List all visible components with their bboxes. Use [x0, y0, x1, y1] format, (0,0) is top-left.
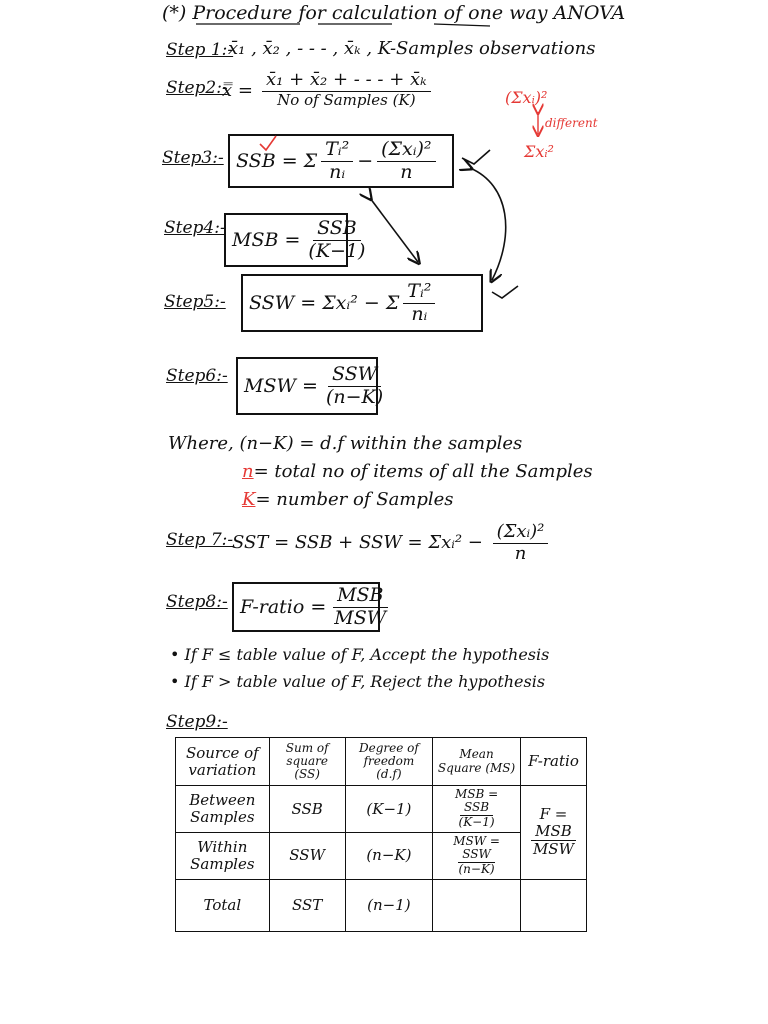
- step3-t-num: Tᵢ²: [321, 139, 353, 162]
- step8-label: Step8:-: [166, 592, 228, 612]
- where-k-key: K: [242, 489, 256, 510]
- step7-label: Step 7:-: [166, 530, 234, 550]
- check-step5: [492, 286, 518, 298]
- row-within-ms-num: SSW: [458, 848, 495, 863]
- row-between-ms-lhs: MSB =: [454, 787, 499, 801]
- step6-den: (n−K): [325, 385, 384, 408]
- row-between-df: (K−1): [345, 786, 433, 833]
- where-n-key: n: [242, 461, 254, 482]
- step2-lhs: x̿ =: [222, 80, 253, 101]
- where-line2-text: = total no of items of all the Samples: [253, 461, 593, 482]
- step6-lhs: MSW =: [244, 375, 318, 397]
- step3-lhs: SSB = Σ: [236, 150, 318, 172]
- header-ms: Mean Square (MS): [433, 738, 521, 786]
- step5-label: Step5:-: [164, 292, 226, 312]
- rule-accept: • If F ≤ table value of F, Accept the hypothesis: [170, 645, 550, 664]
- f-ratio-den: MSW: [532, 840, 574, 859]
- step4-label: Step4:-: [164, 218, 226, 238]
- step3-s-den: n: [400, 160, 413, 183]
- title-underline-one-way: [434, 24, 490, 26]
- row-within-ms-lhs: MSW =: [453, 833, 500, 848]
- row-between-ms-num: SSB: [460, 801, 493, 816]
- step3-s-num: (Σxᵢ)²: [377, 139, 435, 162]
- step1-text: x̄₁ , x̄₂ , - - - , x̄ₖ , K-Samples observations: [228, 38, 596, 59]
- step2-numerator: x̄₁ + x̄₂ + - - - + x̄ₖ: [262, 70, 431, 92]
- arrow-step3-to-step5: [370, 198, 418, 262]
- step9-label: Step9:-: [166, 712, 228, 732]
- row-within-ms-den: (n−K): [458, 861, 495, 876]
- header-f: F-ratio: [520, 738, 586, 786]
- f-ratio-num: MSB: [531, 823, 576, 841]
- rule-reject: • If F > table value of F, Reject the hypothesis: [170, 672, 546, 691]
- step7-num: (Σxᵢ)²: [493, 522, 549, 544]
- step5-t-den: nᵢ: [411, 302, 428, 325]
- step5-sum-sq: Σxᵢ²: [322, 292, 358, 314]
- row-between-ms-den: (K−1): [458, 814, 495, 829]
- step2-label: Step2:-: [166, 78, 228, 98]
- row-within-df: (n−K): [345, 832, 433, 879]
- step3-t-den: nᵢ: [329, 160, 346, 183]
- step6-num: SSW: [328, 364, 381, 387]
- step1-label: Step 1:-: [166, 40, 234, 60]
- check-step3: [462, 150, 490, 164]
- row-total-source: Total: [176, 879, 270, 931]
- row-within-source: Within Samples: [176, 832, 270, 879]
- step8-num: MSB: [333, 585, 387, 608]
- step7-den: n: [514, 542, 527, 564]
- step4-den: (K−1): [308, 239, 366, 262]
- step3-minus: −: [357, 150, 374, 172]
- row-total-df: (n−1): [345, 879, 433, 931]
- step7-eq: SST = SSB + SSW = Σxᵢ² −: [232, 532, 483, 554]
- arrow-note-to-step5: [470, 168, 506, 280]
- header-df: Degree of freedom (d.f): [345, 738, 433, 786]
- note-top: (Σxᵢ)²: [505, 88, 548, 107]
- where-line1: Where, (n−K) = d.f within the samples: [168, 433, 523, 454]
- step4-num: SSB: [313, 218, 361, 241]
- red-check-ssb: [260, 136, 276, 150]
- note-bottom: Σxᵢ²: [524, 142, 554, 161]
- row-within-ss: SSW: [269, 832, 345, 879]
- step6-label: Step6:-: [166, 366, 228, 386]
- step5-t-num: Tᵢ²: [403, 281, 435, 304]
- step5-lhs: SSW =: [249, 292, 317, 314]
- step8-lhs: F-ratio =: [240, 596, 327, 618]
- step4-lhs: MSB =: [232, 229, 301, 251]
- row-between-ss: SSB: [269, 786, 345, 833]
- step5-sigma: Σ: [385, 292, 400, 314]
- row-total-ss: SST: [269, 879, 345, 931]
- step5-minus: −: [363, 292, 380, 314]
- header-ss: Sum of square (SS): [269, 738, 345, 786]
- step2-denominator: No of Samples (K): [277, 90, 416, 109]
- f-ratio-lhs: F =: [539, 805, 568, 824]
- page-title: (*) Procedure for calculation of one way ANOVA: [162, 2, 626, 24]
- header-source: Source of variation: [176, 738, 270, 786]
- where-line3-text: = number of Samples: [255, 489, 454, 510]
- row-between-source: Between Samples: [176, 786, 270, 833]
- step8-den: MSW: [334, 606, 387, 629]
- note-different: different: [545, 116, 598, 130]
- step3-label: Step3:-: [162, 148, 224, 168]
